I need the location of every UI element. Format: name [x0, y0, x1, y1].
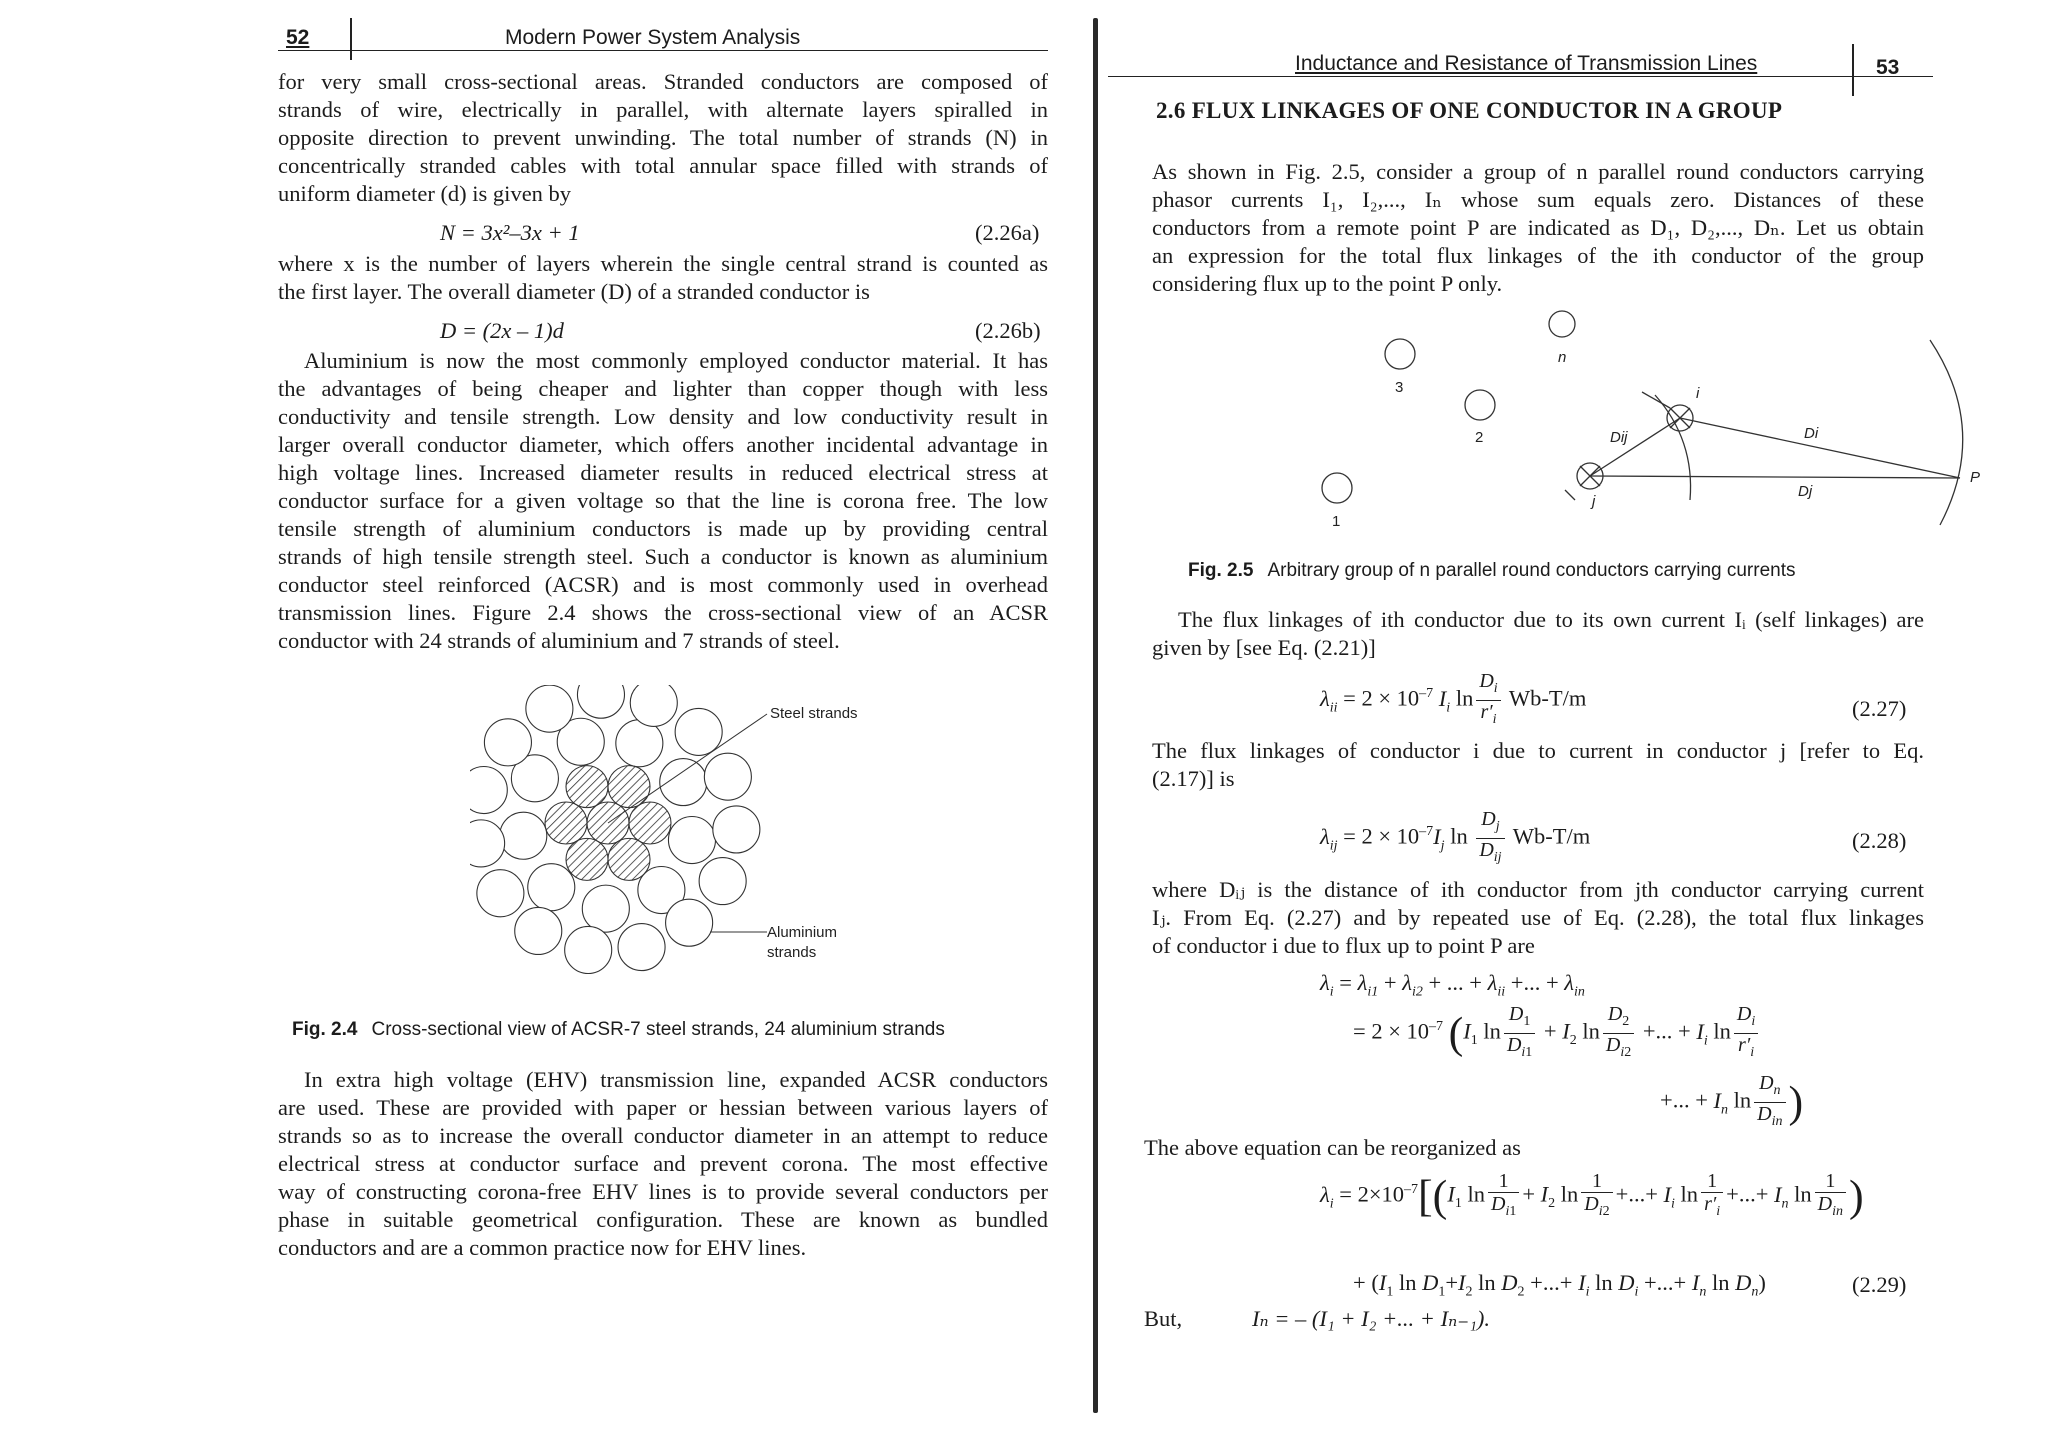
aluminium-strand	[660, 759, 707, 806]
text-line: conductor with 24 strands of aluminium and 7 strands of steel.	[278, 628, 840, 653]
steel-strand	[608, 838, 650, 880]
conductor-n	[1549, 311, 1575, 337]
figure-2-4-caption	[292, 1019, 945, 1041]
equation-number: (2.29)	[1852, 1272, 1907, 1297]
text-line: strands so as to increase the overall conductor diameter in an attempt to reduce	[278, 1123, 1048, 1148]
text-line: Aluminium is now the most commonly employed conductor material. It has	[304, 348, 1048, 373]
aluminium-strands-label: strands	[767, 944, 817, 961]
text-line: The flux linkages of ith conductor due to its own current Iᵢ (self linkages) are	[1178, 607, 1924, 632]
aluminium-strand	[699, 858, 746, 905]
label-1: 1	[1332, 513, 1341, 530]
text-line: The flux linkages of conductor i due to current in conductor j [refer to Eq.	[1152, 738, 1924, 763]
text-line: transmission lines. Figure 2.4 shows the cross-sectional view of an ACSR	[278, 600, 1048, 625]
text-line: phase in suitable geometrical configuration. These are known as bundled	[278, 1207, 1048, 1232]
equation-number: (2.27)	[1852, 696, 1907, 721]
section-title: 2.6 FLUX LINKAGES OF ONE CONDUCTOR IN A GROUP	[1156, 98, 1783, 123]
text-line: conductivity and tensile strength. Low density and low conductivity result in	[278, 404, 1048, 429]
header-tick	[1852, 44, 1854, 96]
steel-strand	[566, 838, 608, 880]
text-line: tensile strength of aluminium conductors is made up by providing central	[278, 516, 1048, 541]
conductor-1	[1322, 473, 1352, 503]
label-n: n	[1558, 349, 1567, 366]
unit: Wb-T/m	[1508, 685, 1587, 711]
aluminium-strands-label: Aluminium	[767, 924, 838, 941]
label-p: P	[1970, 469, 1981, 486]
header-rule	[1108, 76, 1933, 77]
text-line: phasor currents I₁, I₂,..., Iₙ whose sum equals zero. Distances of these	[1152, 187, 1924, 212]
aluminium-strand	[713, 806, 760, 853]
but-label: But,	[1144, 1306, 1183, 1331]
page-number: 52	[286, 26, 310, 49]
aluminium-strand	[500, 812, 547, 859]
aluminium-strand	[515, 907, 562, 954]
aluminium-strand	[470, 820, 505, 867]
conductor-group-figure	[1200, 300, 2000, 540]
aluminium-strand	[526, 685, 573, 732]
text-line: Iⱼ. From Eq. (2.27) and by repeated use of Eq. (2.28), the total flux linkages	[1152, 905, 1924, 930]
text-line: high voltage lines. Increased diameter results in reduced electrical stress at	[278, 460, 1048, 485]
text-line: conductor surface for a given voltage so that the line is corona free. The low	[278, 488, 1048, 513]
aluminium-strand	[528, 864, 575, 911]
equation-number: (2.26b)	[975, 318, 1041, 343]
text-line: strands of high tensile strength steel. Such a conductor is known as aluminium	[278, 544, 1048, 569]
label-j: j	[1592, 493, 1596, 510]
aluminium-strand	[565, 926, 612, 973]
text-line: are used. These are provided with paper or hessian between various layers of	[278, 1095, 1048, 1120]
equation-total-linkages-cont: +... + $I_n$ ln $\frac{D_n}{D_{in}}$ )	[1660, 1072, 1804, 1129]
equation-number: (2.26a)	[975, 220, 1040, 245]
text-line: In extra high voltage (EHV) transmission line, expanded ACSR conductors	[304, 1067, 1048, 1092]
steel-strands-label: Steel strands	[770, 705, 858, 722]
header-rule	[278, 50, 1048, 51]
text-line: considering flux up to the point P only.	[1152, 271, 1503, 296]
label-2: 2	[1475, 429, 1484, 446]
text-line: conductor steel reinforced (ACSR) and is most commonly used in overhead	[278, 572, 1048, 597]
text-line: opposite direction to prevent unwinding. The total number of strands (N) in	[278, 125, 1048, 150]
text-line: (2.17)] is	[1152, 766, 1235, 791]
text-line: As shown in Fig. 2.5, consider a group of n parallel round conductors carrying	[1152, 159, 1924, 184]
acsr-cross-section-figure	[470, 685, 870, 975]
conductor-3	[1385, 339, 1415, 369]
text-line: electrical stress at conductor surface and prevent corona. The most effective	[278, 1151, 1048, 1176]
label-di: Di	[1804, 425, 1819, 442]
text-line: strands of wire, electrically in parallel, with alternate layers spiralled in	[278, 97, 1048, 122]
unit: Wb-T/m	[1512, 823, 1591, 849]
header-tick	[350, 18, 352, 60]
equation-total-linkages-expanded: = $2 \times 10^{-7}$ ($I_1$ ln $\frac{D_1}{D_{i1}}$ + $I_2$ ln $\frac{D_2}{D_{i2}}$ +... + $I_i$ ln $\frac{D_i}{r'_i}$	[1353, 1003, 1761, 1064]
dij-line	[1590, 418, 1680, 476]
text-line: where x is the number of layers wherein the single central strand is counted as	[278, 251, 1048, 276]
text-line: conductors from a remote point P are indicated as D₁, D₂,..., Dₙ. Let us obtain	[1152, 215, 1924, 240]
aluminium-strand	[704, 753, 751, 800]
equation-2-27: $\lambda_{ii} = 2 \times 10^{-7}$ $I_i$ ln $\frac{D_i}{r'_i}$ Wb-T/m	[1320, 670, 1587, 727]
aluminium-strand	[666, 899, 713, 946]
conductor-2	[1465, 390, 1495, 420]
figure-2-5-caption	[1188, 560, 1796, 582]
equation-2-29-cont: + ($I_1$ $\ln D_1+I_2$ $\ln D_2$ +...+ $I_i$ $\ln D_i$ +...+ $I_n$ $\ln D_n$)	[1353, 1270, 1766, 1300]
steel-strand	[566, 766, 608, 808]
text-line: an expression for the total flux linkages of the ith conductor of the group	[1152, 243, 1924, 268]
aluminium-strand	[675, 708, 722, 755]
caption-text: Arbitrary group of n parallel round conductors carrying currents	[1267, 560, 1796, 581]
text-line: for very small cross-sectional areas. Stranded conductors are composed of	[278, 69, 1048, 94]
text-line: The above equation can be reorganized as	[1144, 1135, 1521, 1160]
label-dj: Dj	[1798, 483, 1813, 500]
aluminium-strand	[630, 685, 677, 726]
caption-text: Cross-sectional view of ACSR-7 steel strands, 24 aluminium strands	[371, 1019, 945, 1040]
text-line: way of constructing corona-free EHV lines is to provide several conductors per	[278, 1179, 1048, 1204]
caption-number: Fig. 2.5	[1188, 560, 1254, 581]
right-page	[1100, 0, 2048, 1448]
equation-total-linkages: $\lambda_i = \lambda_{i1} + \lambda_{i2}$ + ... + $\lambda_{ii}$ +... + $\lambda_{in}$	[1320, 970, 1585, 1000]
text-line: given by [see Eq. (2.21)]	[1152, 635, 1376, 660]
text-line: the advantages of being cheaper and lighter than copper though with less	[278, 376, 1048, 401]
steel-strand	[545, 802, 587, 844]
equation-current-sum: Iₙ = – (I₁ + I₂ +... + Iₙ₋₁).	[1252, 1306, 1491, 1331]
equation-number: (2.28)	[1852, 828, 1907, 853]
text-line: conductors and are a common practice now for EHV lines.	[278, 1235, 807, 1260]
text-line: larger overall conductor diameter, which offers another incidental advantage in	[278, 432, 1048, 457]
steel-strand	[629, 802, 671, 844]
text-line: of conductor i due to flux up to point P are	[1152, 933, 1535, 958]
di-line	[1680, 418, 1960, 478]
text-line: the first layer. The overall diameter (D) of a stranded conductor is	[278, 279, 870, 304]
aluminium-strand	[484, 719, 531, 766]
aluminium-strand	[618, 924, 665, 971]
steel-strand	[608, 766, 650, 808]
equation-2-29: $\lambda_i = 2\times 10^{-7}[(I_1$ ln $\frac{1}{D_{i1}}$ + $I_2$ ln $\frac{1}{D_{i2}}$ +...+ $I_i$ ln $\frac{1}{r'_i}$ +...+ $I_n$ ln $\frac{1}{D_{in}}$ )	[1320, 1170, 1864, 1221]
equation-2-26a: N = 3x²–3x + 1	[440, 220, 580, 245]
running-head: Modern Power System Analysis	[505, 26, 801, 49]
label-3: 3	[1395, 379, 1404, 396]
text-line: where Dᵢⱼ is the distance of ith conductor from jth conductor carrying current	[1152, 877, 1924, 902]
aluminium-strand	[582, 885, 629, 932]
equation-2-28: $\lambda_{ij} = 2 \times 10^{-7}I_j$ ln $\frac{D_j}{D_{ij}}$ Wb-T/m	[1320, 808, 1591, 865]
page-number: 53	[1876, 56, 1900, 79]
label-i: i	[1696, 385, 1700, 402]
caption-number: Fig. 2.4	[292, 1019, 358, 1040]
aluminium-strand	[668, 817, 715, 864]
arc-p	[1930, 340, 1963, 525]
dj-line	[1590, 476, 1960, 478]
text-line: concentrically stranded cables with total annular space filled with strands of	[278, 153, 1048, 178]
running-head: Inductance and Resistance of Transmission Lines	[1295, 52, 1758, 75]
equation-2-26b: D = (2x – 1)d	[440, 318, 564, 343]
text-line: uniform diameter (d) is given by	[278, 181, 572, 206]
aluminium-strand	[577, 685, 624, 718]
aluminium-strand	[477, 870, 524, 917]
label-dij: Dij	[1610, 429, 1628, 446]
aluminium-strand	[470, 767, 507, 814]
